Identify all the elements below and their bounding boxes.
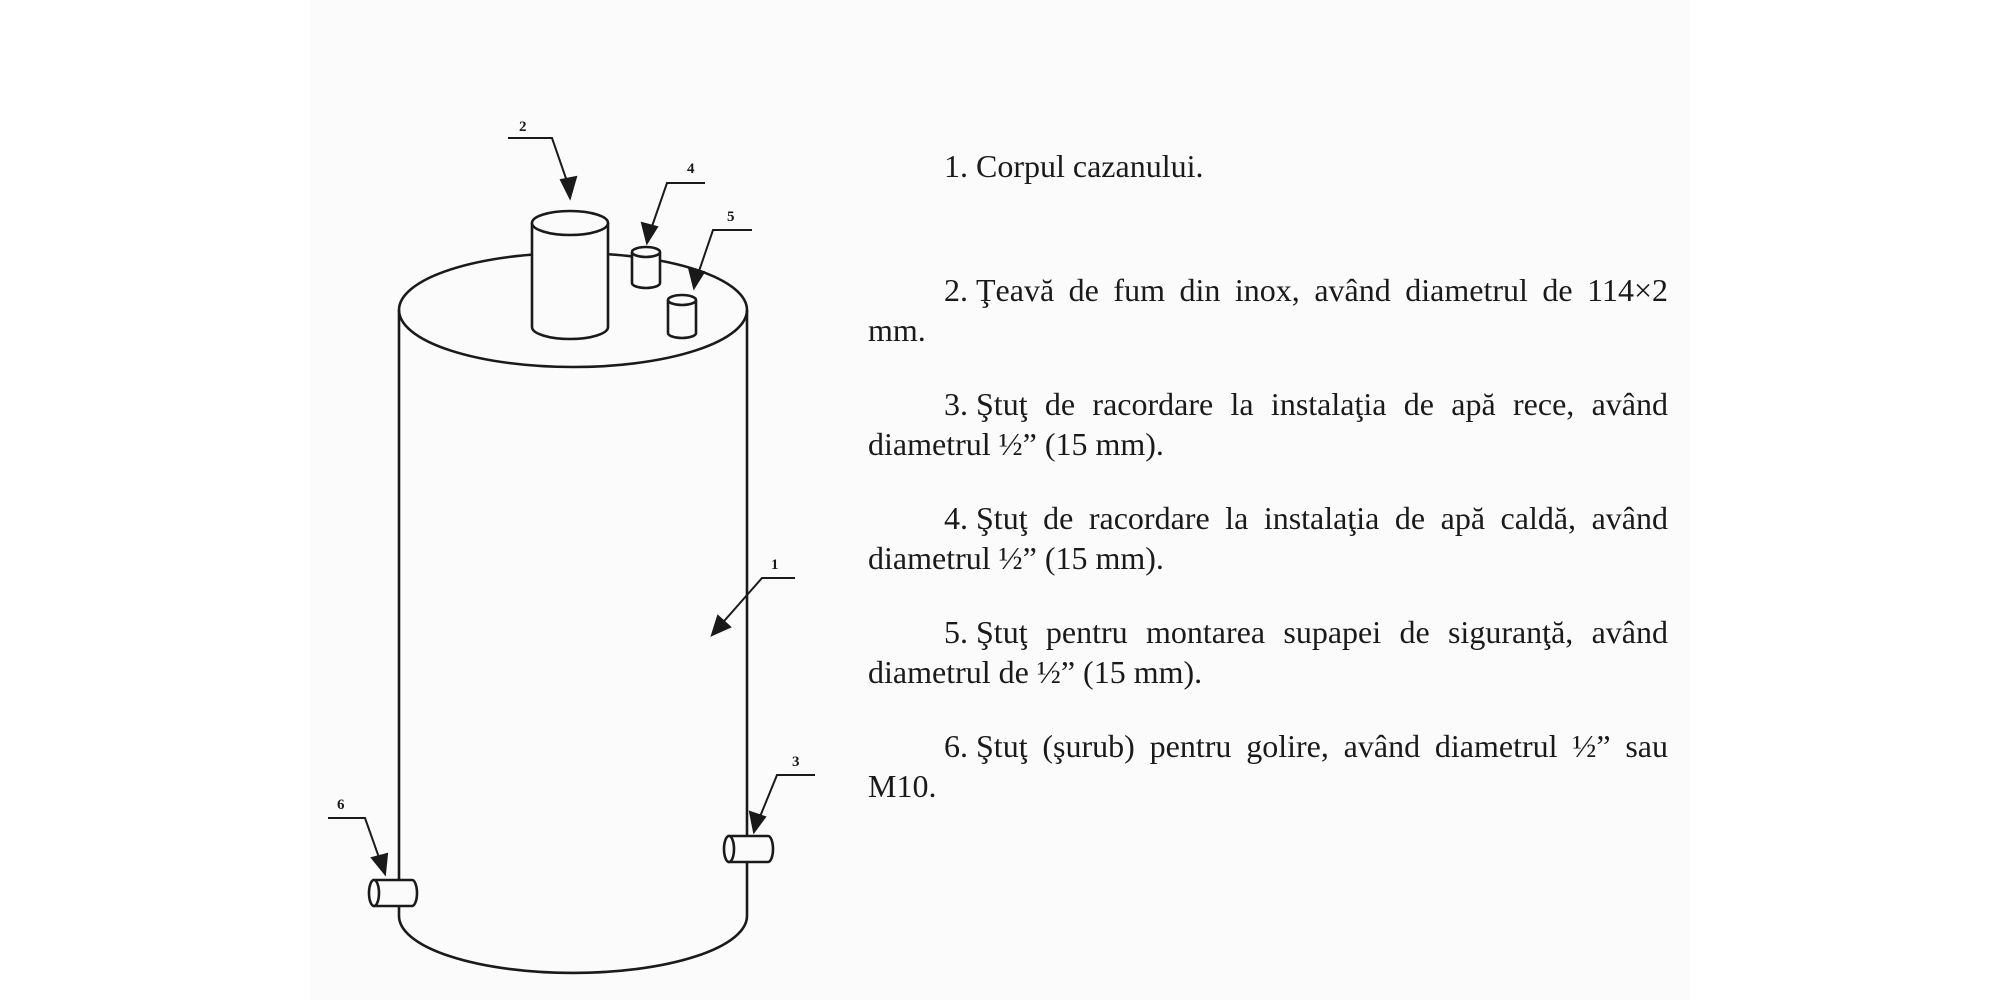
leader-line-6: [328, 818, 387, 874]
legend-item-1: 1. Corpul cazanului.: [944, 148, 1204, 184]
flue-pipe: [532, 211, 608, 339]
leader-line-4: [642, 183, 705, 243]
callout-2: 2: [519, 119, 527, 135]
boiler-body: [399, 253, 747, 973]
cold-water-nozzle: [724, 836, 773, 862]
legend: [868, 146, 1668, 840]
hot-water-nozzle: [632, 247, 660, 288]
callout-5: 5: [727, 209, 735, 225]
leader-line-2: [508, 138, 576, 198]
callout-4: 4: [687, 161, 695, 177]
callout-3: 3: [792, 754, 800, 770]
callout-1: 1: [771, 557, 779, 573]
callout-6: 6: [337, 797, 345, 813]
legend-item-3: 3. Ştuţ de racordare la instalaţia de apă rece, având diametrul ½” (15 mm).: [868, 386, 1668, 462]
legend-item-4: 4. Ştuţ de racordare la instalaţia de apă caldă, având diametrul ½” (15 mm).: [868, 500, 1668, 576]
legend-item-6: 6. Ştuţ (şurub) pentru golire, având diametrul ½” sau M10.: [868, 728, 1668, 804]
leader-line-1: [712, 578, 795, 635]
legend-item-2: 2. Ţeavă de fum din inox, având diametrul de 114×2 mm.: [868, 272, 1668, 348]
safety-valve-nozzle: [668, 295, 696, 338]
leader-line-3: [750, 775, 815, 832]
legend-item-5: 5. Ştuţ pentru montarea supapei de siguranţă, având diametrul de ½” (15 mm).: [868, 614, 1668, 690]
drain-screw: [369, 880, 417, 906]
